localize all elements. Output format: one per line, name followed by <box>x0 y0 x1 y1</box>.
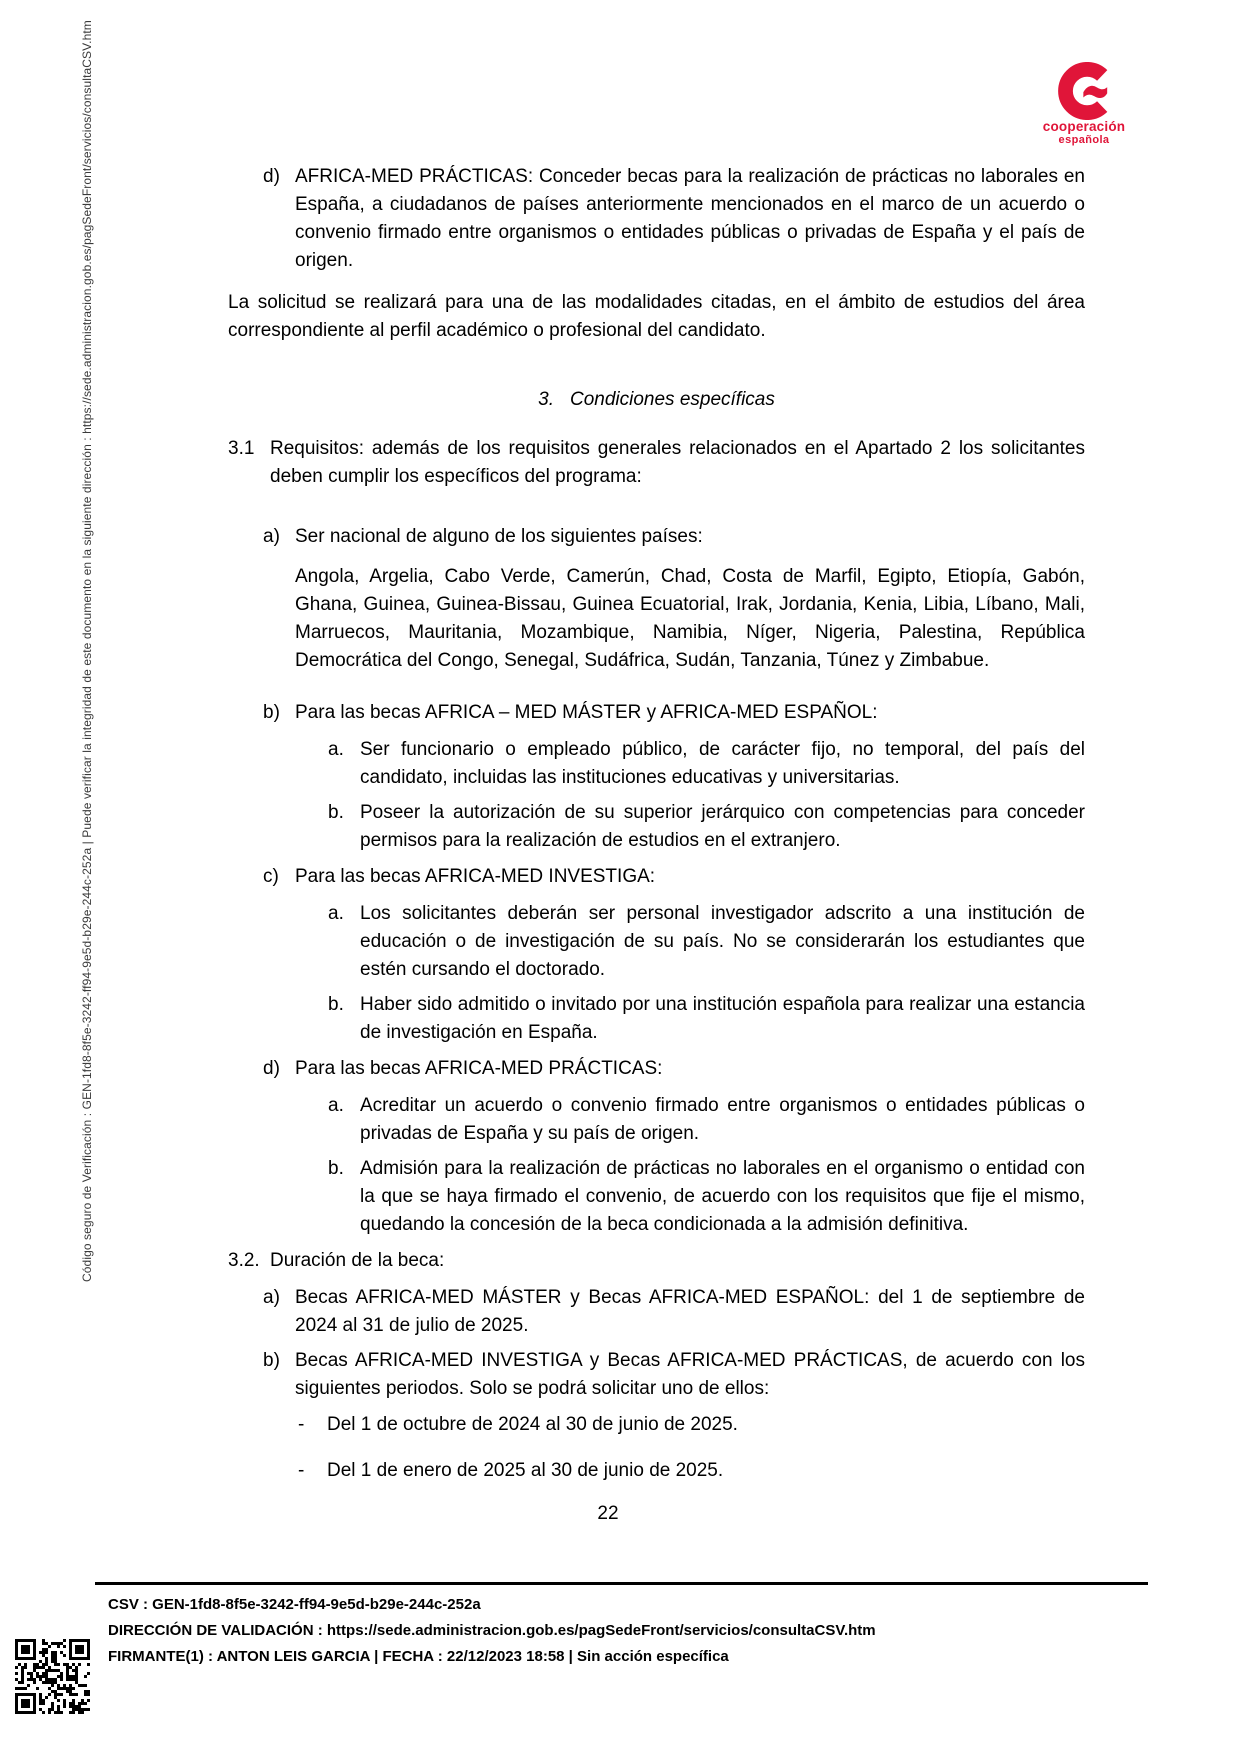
section-number: 3. <box>538 389 554 410</box>
list-item-d2 <box>228 1055 1085 1083</box>
list-item-32-a <box>228 1284 1085 1340</box>
list-marker: a. <box>328 1095 344 1116</box>
list-marker: a. <box>328 739 344 760</box>
list-marker: d) <box>263 166 280 187</box>
sub-item-d-b <box>228 1155 1085 1239</box>
list-item-a <box>228 523 1085 551</box>
period-item-2 <box>228 1457 1085 1485</box>
clause-3-1 <box>228 435 1085 491</box>
list-item-text: Del 1 de octubre de 2024 al 30 de junio de 2025. <box>327 1414 738 1435</box>
sub-item-d-a <box>228 1092 1085 1148</box>
list-marker: b) <box>263 1350 280 1371</box>
list-item-text: Haber sido admitido o invitado por una institución española para realizar una estancia de investigación en España. <box>360 994 1085 1043</box>
footer-signer: FIRMANTE(1) : ANTON LEIS GARCIA | FECHA : 22/12/2023 18:58 | Sin acción específica <box>108 1648 729 1665</box>
clause-text: Requisitos: además de los requisitos generales relacionados en el Apartado 2 los solicitantes deben cumplir los específicos del programa: <box>270 438 1085 487</box>
period-item-1 <box>228 1411 1085 1439</box>
list-item-text: Los solicitantes deberán ser personal investigador adscrito a una institución de educación o de investigación de su país. No se considerarán los estudiantes que estén cursando el doctorado. <box>360 903 1085 980</box>
list-item-text: Para las becas AFRICA-MED PRÁCTICAS: <box>295 1058 663 1079</box>
list-item-text: Para las becas AFRICA – MED MÁSTER y AFRICA-MED ESPAÑOL: <box>295 702 878 723</box>
sub-item-c-a <box>228 900 1085 984</box>
list-item-d-intro <box>228 163 1085 275</box>
sub-item-b-a <box>228 736 1085 792</box>
list-marker: d) <box>263 1058 280 1079</box>
list-marker: a) <box>263 1287 280 1308</box>
list-item-b <box>228 699 1085 727</box>
csv-vertical-text: Código seguro de Verificación : GEN-1fd8-8f5e-3242-ff94-9e5d-b29e-244c-252a | Puede verificar la integridad de este documento en la siguiente dirección : https://sede.administracion.gob.es/pagSedeFront/servicios/consultaCSV.htm <box>80 20 94 1282</box>
list-item-text: Becas AFRICA-MED INVESTIGA y Becas AFRICA-MED PRÁCTICAS, de acuerdo con los siguientes periodos. Solo se podrá solicitar uno de ellos: <box>295 1350 1085 1399</box>
list-marker: b) <box>263 702 280 723</box>
footer-validation-url: DIRECCIÓN DE VALIDACIÓN : https://sede.administracion.gob.es/pagSedeFront/servicios/consultaCSV.htm <box>108 1622 876 1639</box>
list-item-text: Acreditar un acuerdo o convenio firmado entre organismos o entidades públicas o privadas de España y su país de origen. <box>360 1095 1085 1144</box>
qr-code <box>15 1639 90 1714</box>
list-marker: a. <box>328 903 344 924</box>
logo-text-line2: española <box>1058 134 1110 146</box>
section-heading-3 <box>228 386 1085 414</box>
clause-text: Duración de la beca: <box>270 1250 445 1271</box>
list-item-text: Admisión para la realización de prácticas no laborales en el organismo o entidad con la que se haya firmado el convenio, de acuerdo con los requisitos que fije el mismo, quedando la concesión de la beca condicionada a la admisión definitiva. <box>360 1158 1085 1235</box>
list-item-text: Poseer la autorización de su superior jerárquico con competencias para conceder permisos para la realización de estudios en el extranjero. <box>360 802 1085 851</box>
sub-item-b-b <box>228 799 1085 855</box>
footer-csv: CSV : GEN-1fd8-8f5e-3242-ff94-9e5d-b29e-244c-252a <box>108 1596 481 1613</box>
footer-rule <box>95 1582 1148 1585</box>
dash-marker: - <box>298 1414 305 1435</box>
page-number: 22 <box>597 1503 619 1524</box>
c-tilde-logo-icon <box>1058 62 1110 120</box>
logo-text-line1: cooperación <box>1042 119 1126 134</box>
list-item-text: Becas AFRICA-MED MÁSTER y Becas AFRICA-MED ESPAÑOL: del 1 de septiembre de 2024 al 31 de julio de 2025. <box>295 1287 1085 1336</box>
clause-number: 3.1 <box>228 438 255 459</box>
clause-number: 3.2. <box>228 1250 260 1271</box>
list-item-text: Del 1 de enero de 2025 al 30 de junio de 2025. <box>327 1460 724 1481</box>
list-marker: b. <box>328 1158 344 1179</box>
list-marker: a) <box>263 526 280 547</box>
list-item-text: Para las becas AFRICA-MED INVESTIGA: <box>295 866 656 887</box>
list-marker: b. <box>328 802 344 823</box>
paragraph-solicitud: La solicitud se realizará para una de las modalidades citadas, en el ámbito de estudios del área correspondiente al perfil académico o profesional del candidato. <box>228 292 1085 341</box>
list-marker: c) <box>263 866 279 887</box>
list-item-32-b <box>228 1347 1085 1403</box>
list-item-text: AFRICA-MED PRÁCTICAS: Conceder becas para la realización de prácticas no laborales en España, a ciudadanos de países anteriormente mencionados en el marco de un acuerdo o convenio firmado entre organismos o entidades públicas o privadas de España y el país de origen. <box>295 166 1085 271</box>
list-item-c <box>228 863 1085 891</box>
paragraph-countries: Angola, Argelia, Cabo Verde, Camerún, Chad, Costa de Marfil, Egipto, Etiopía, Gabón, Ghana, Guinea, Guinea-Bissau, Guinea Ecuatorial, Irak, Jordania, Kenia, Libia, Líbano, Mali, Marruecos, Mauritania, Mozambique, Namibia, Níger, Nigeria, Palestina, República Democrática del Congo, Senegal, Sudáfrica, Sudán, Tanzania, Túnez y Zimbabue. <box>295 566 1085 671</box>
dash-marker: - <box>298 1460 305 1481</box>
clause-3-2 <box>228 1247 1085 1275</box>
list-marker: b. <box>328 994 344 1015</box>
sub-item-c-b <box>228 991 1085 1047</box>
section-title: Condiciones específicas <box>569 389 775 410</box>
list-item-text: Ser nacional de alguno de los siguientes países: <box>295 526 703 547</box>
cooperacion-espanola-logo <box>1038 62 1130 146</box>
list-item-text: Ser funcionario o empleado público, de carácter fijo, no temporal, del país del candidato, incluidas las instituciones educativas y universitarias. <box>360 739 1085 788</box>
